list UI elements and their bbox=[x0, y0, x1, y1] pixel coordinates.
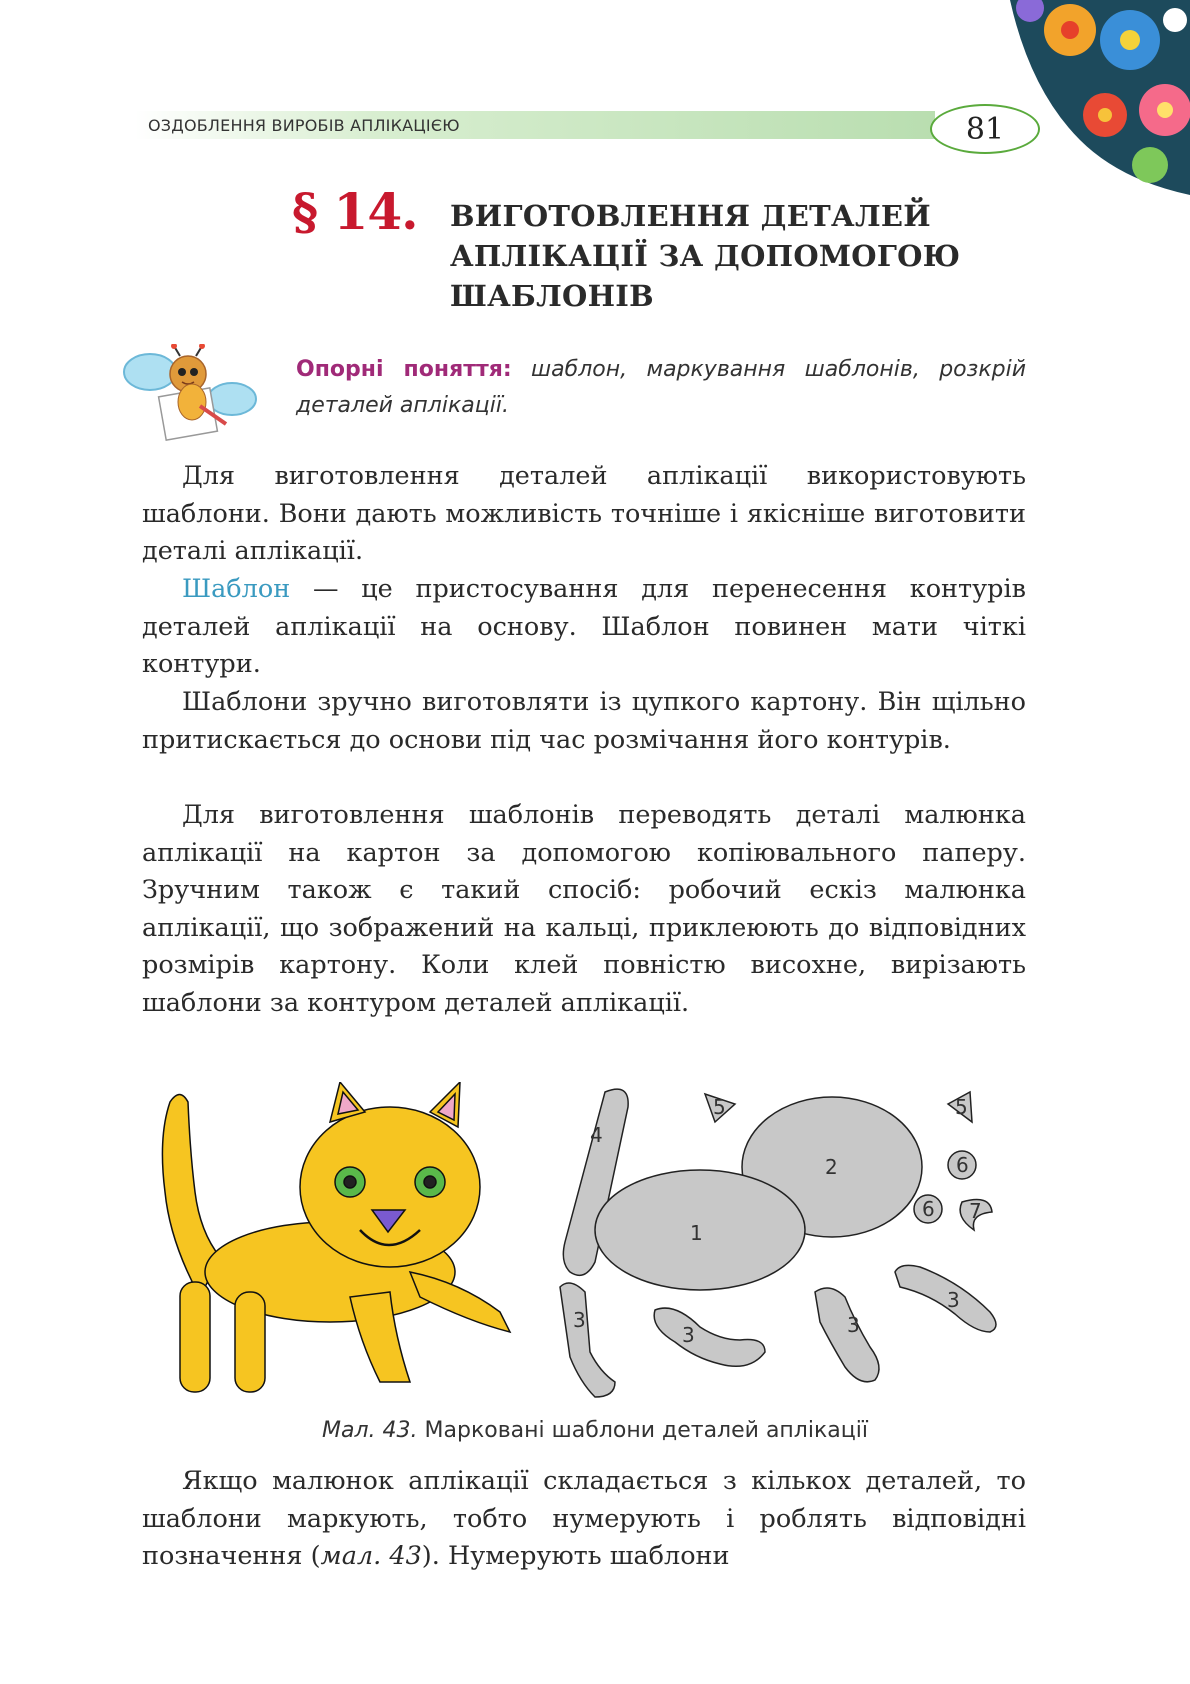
paragraph-5 bbox=[142, 1463, 1026, 1576]
figure-cat-templates bbox=[140, 1082, 1040, 1412]
template-label: 3 bbox=[682, 1323, 695, 1347]
template-label: 5 bbox=[955, 1095, 968, 1119]
bee-illustration bbox=[122, 344, 262, 444]
template-label: 1 bbox=[690, 1221, 703, 1245]
key-concepts bbox=[296, 352, 1026, 424]
flowers-decoration bbox=[1000, 0, 1190, 200]
paragraph-2 bbox=[142, 571, 1026, 684]
template-label: 3 bbox=[573, 1308, 586, 1332]
cat-applique bbox=[162, 1082, 510, 1392]
template-label: 6 bbox=[956, 1153, 969, 1177]
paragraph-5-end: ). Нумерують шаблони bbox=[421, 1541, 730, 1571]
paragraph-5-start: Якщо малюнок аплікації складається з кількох деталей, то шаблони маркують, тобто нумерують і роблять відповідні позначення ( bbox=[142, 1466, 1026, 1571]
paragraph-2-text: — це пристосування для перенесення контурів деталей аплікації на основу. Шаблон повинен мати чіткі контури. bbox=[142, 574, 1026, 679]
caption-label: Мал. 43. bbox=[322, 1418, 418, 1443]
template-label: 2 bbox=[825, 1155, 838, 1179]
running-header: ОЗДОБЛЕННЯ ВИРОБІВ АПЛІКАЦІЄЮ bbox=[148, 116, 460, 135]
paragraph-4: Для виготовлення шаблонів переводять деталі малюнка аплікації на картон за допомогою копіювального паперу. Зручним також є такий спосіб: робочий ескіз малюнка аплікації, що зображений на кальці, приклеюють до відповідних розмірів картону. Коли клей повністю висохне, вирізають шаблони за контуром деталей аплікації. bbox=[142, 800, 1026, 1018]
template-label: 5 bbox=[713, 1095, 726, 1119]
page-number: 81 bbox=[930, 104, 1040, 154]
paragraph-1: Для виготовлення деталей аплікації використовують шаблони. Вони дають можливість точніше і якісніше виготовити деталі аплікації. bbox=[142, 461, 1026, 566]
template-label: 4 bbox=[590, 1123, 603, 1147]
figure-reference: мал. 43 bbox=[320, 1541, 422, 1571]
section-title: ВИГОТОВЛЕННЯ ДЕТАЛЕЙ АПЛІКАЦІЇ ЗА ДОПОМОГОЮ ШАБЛОНІВ bbox=[450, 199, 961, 313]
key-concepts-label: Опорні поняття: bbox=[296, 357, 512, 382]
term-template: Шаблон bbox=[182, 574, 291, 604]
gray-templates bbox=[560, 1089, 996, 1397]
figure-caption bbox=[0, 1418, 1190, 1443]
template-label: 6 bbox=[922, 1197, 935, 1221]
template-label: 3 bbox=[847, 1313, 860, 1337]
key-concepts-terms: шаблон, маркування шаблонів, розкрій деталей аплікації. bbox=[296, 357, 1026, 418]
template-label: 7 bbox=[969, 1199, 982, 1223]
section-number: § 14. bbox=[292, 182, 418, 241]
caption-text: Марковані шаблони деталей аплікації bbox=[417, 1418, 868, 1443]
template-label: 3 bbox=[947, 1288, 960, 1312]
paragraph-3: Шаблони зручно виготовляти із цупкого картону. Він щільно притискається до основи під час розмічання його контурів. bbox=[142, 687, 1026, 755]
